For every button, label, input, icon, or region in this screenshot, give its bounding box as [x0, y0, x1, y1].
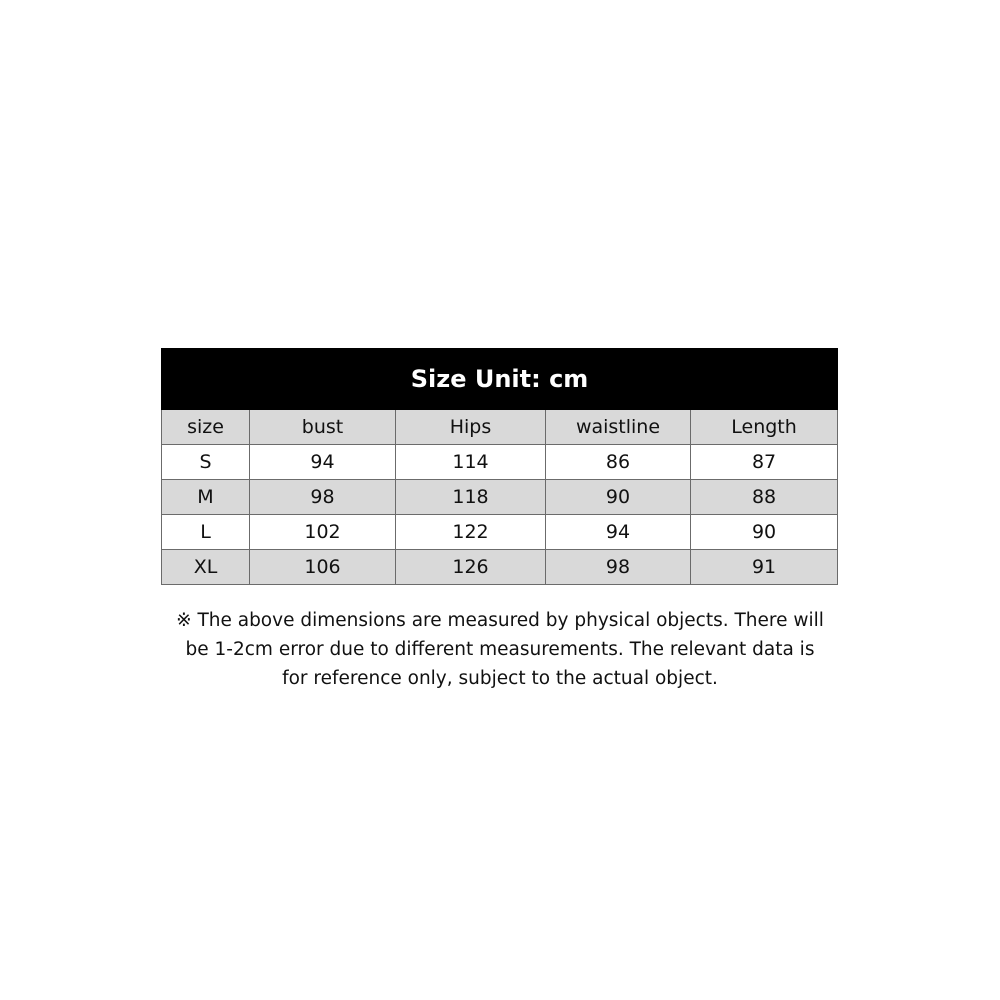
table-row [162, 550, 838, 585]
header-size: size [162, 410, 250, 445]
cell-hips: 126 [396, 550, 546, 585]
note-line: for reference only, subject to the actual object. [282, 668, 718, 689]
cell-length: 87 [691, 445, 838, 480]
cell-hips: 122 [396, 515, 546, 550]
header-length: Length [691, 410, 838, 445]
cell-bust: 106 [250, 550, 396, 585]
cell-size: XL [162, 550, 250, 585]
header-waistline: waistline [546, 410, 691, 445]
header-hips: Hips [396, 410, 546, 445]
cell-waistline: 98 [546, 550, 691, 585]
cell-size: S [162, 445, 250, 480]
size-chart-table [161, 348, 838, 585]
cell-size: M [162, 480, 250, 515]
cell-waistline: 94 [546, 515, 691, 550]
measurement-note [150, 606, 850, 693]
cell-size: L [162, 515, 250, 550]
cell-hips: 118 [396, 480, 546, 515]
cell-length: 88 [691, 480, 838, 515]
cell-length: 91 [691, 550, 838, 585]
cell-waistline: 90 [546, 480, 691, 515]
note-line: be 1-2cm error due to different measurements. The relevant data is [185, 639, 815, 660]
table-header-row [162, 410, 838, 445]
table-row [162, 480, 838, 515]
cell-waistline: 86 [546, 445, 691, 480]
cell-length: 90 [691, 515, 838, 550]
cell-bust: 102 [250, 515, 396, 550]
table-title-row [162, 349, 838, 410]
table-title: Size Unit: cm [162, 349, 838, 410]
cell-bust: 98 [250, 480, 396, 515]
table-row [162, 445, 838, 480]
table-row [162, 515, 838, 550]
cell-bust: 94 [250, 445, 396, 480]
cell-hips: 114 [396, 445, 546, 480]
note-line: ※ The above dimensions are measured by physical objects. There will [176, 610, 824, 631]
header-bust: bust [250, 410, 396, 445]
